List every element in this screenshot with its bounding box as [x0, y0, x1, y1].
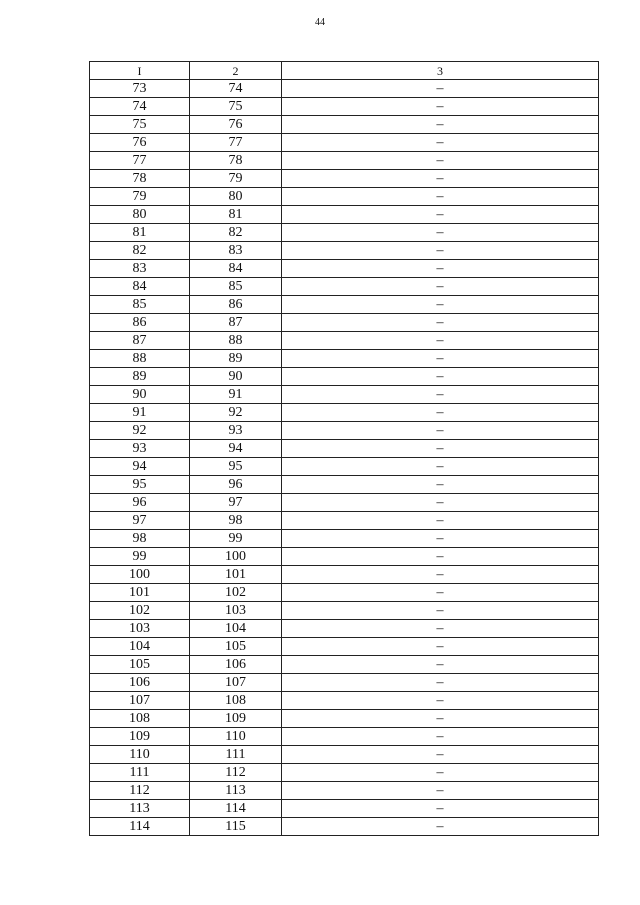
- table-cell-col-1: 108: [90, 710, 190, 728]
- table-cell-col-1: 113: [90, 800, 190, 818]
- table-cell-col-2: 101: [190, 566, 282, 584]
- table-row: [90, 494, 599, 512]
- table-cell-col-3: –: [282, 440, 599, 458]
- table-cell-col-3: –: [282, 674, 599, 692]
- table-cell-col-2: 82: [190, 224, 282, 242]
- table-row: [90, 764, 599, 782]
- column-header-2: 2: [190, 62, 282, 80]
- table-cell-col-1: 111: [90, 764, 190, 782]
- table-cell-col-3: –: [282, 566, 599, 584]
- table-cell-col-1: 114: [90, 818, 190, 836]
- table-cell-col-2: 84: [190, 260, 282, 278]
- table-row: [90, 242, 599, 260]
- table-cell-col-3: –: [282, 728, 599, 746]
- table-row: [90, 404, 599, 422]
- table-row: [90, 638, 599, 656]
- table-row: [90, 746, 599, 764]
- table-row: [90, 80, 599, 98]
- table-cell-col-1: 74: [90, 98, 190, 116]
- table-row: [90, 278, 599, 296]
- table-cell-col-1: 107: [90, 692, 190, 710]
- table-cell-col-3: –: [282, 188, 599, 206]
- table-cell-col-2: 113: [190, 782, 282, 800]
- table-cell-col-2: 107: [190, 674, 282, 692]
- table-cell-col-2: 87: [190, 314, 282, 332]
- table-cell-col-2: 90: [190, 368, 282, 386]
- table-cell-col-2: 76: [190, 116, 282, 134]
- table-cell-col-1: 90: [90, 386, 190, 404]
- table-cell-col-2: 114: [190, 800, 282, 818]
- table-cell-col-1: 104: [90, 638, 190, 656]
- table-cell-col-3: –: [282, 368, 599, 386]
- table-cell-col-3: –: [282, 224, 599, 242]
- table-cell-col-1: 93: [90, 440, 190, 458]
- table-row: [90, 98, 599, 116]
- table-cell-col-3: –: [282, 314, 599, 332]
- table-cell-col-1: 103: [90, 620, 190, 638]
- table-cell-col-2: 98: [190, 512, 282, 530]
- table-cell-col-3: –: [282, 242, 599, 260]
- table-cell-col-3: –: [282, 494, 599, 512]
- table-cell-col-1: 97: [90, 512, 190, 530]
- table-row: [90, 710, 599, 728]
- table-cell-col-3: –: [282, 206, 599, 224]
- table-cell-col-3: –: [282, 764, 599, 782]
- table-cell-col-1: 77: [90, 152, 190, 170]
- table-cell-col-1: 105: [90, 656, 190, 674]
- header-row: [90, 62, 599, 80]
- table-cell-col-1: 98: [90, 530, 190, 548]
- table-cell-col-1: 79: [90, 188, 190, 206]
- table-cell-col-3: –: [282, 476, 599, 494]
- table-row: [90, 440, 599, 458]
- table-row: [90, 422, 599, 440]
- page-number: 44: [315, 17, 325, 28]
- table-cell-col-1: 110: [90, 746, 190, 764]
- table-row: [90, 224, 599, 242]
- table-cell-col-2: 105: [190, 638, 282, 656]
- table-cell-col-2: 111: [190, 746, 282, 764]
- table-cell-col-1: 91: [90, 404, 190, 422]
- table-cell-col-1: 86: [90, 314, 190, 332]
- table-cell-col-3: –: [282, 530, 599, 548]
- table-cell-col-1: 95: [90, 476, 190, 494]
- table-cell-col-2: 92: [190, 404, 282, 422]
- table-row: [90, 170, 599, 188]
- table-cell-col-1: 76: [90, 134, 190, 152]
- table-cell-col-1: 106: [90, 674, 190, 692]
- table-cell-col-2: 110: [190, 728, 282, 746]
- table-cell-col-2: 115: [190, 818, 282, 836]
- table-row: [90, 152, 599, 170]
- column-header-1: I: [90, 62, 190, 80]
- table-cell-col-3: –: [282, 386, 599, 404]
- table-cell-col-2: 79: [190, 170, 282, 188]
- table-cell-col-1: 101: [90, 584, 190, 602]
- table-cell-col-1: 87: [90, 332, 190, 350]
- table-row: [90, 548, 599, 566]
- table-cell-col-1: 102: [90, 602, 190, 620]
- table-row: [90, 350, 599, 368]
- table-cell-col-3: –: [282, 80, 599, 98]
- table-row: [90, 296, 599, 314]
- table-cell-col-1: 83: [90, 260, 190, 278]
- table-cell-col-2: 74: [190, 80, 282, 98]
- table-row: [90, 620, 599, 638]
- table-cell-col-2: 96: [190, 476, 282, 494]
- table-cell-col-3: –: [282, 638, 599, 656]
- table-cell-col-2: 85: [190, 278, 282, 296]
- table-row: [90, 332, 599, 350]
- table-cell-col-3: –: [282, 404, 599, 422]
- table-row: [90, 584, 599, 602]
- table-cell-col-2: 75: [190, 98, 282, 116]
- table-row: [90, 134, 599, 152]
- table-cell-col-3: –: [282, 98, 599, 116]
- table-cell-col-3: –: [282, 692, 599, 710]
- table-row: [90, 602, 599, 620]
- table-row: [90, 782, 599, 800]
- table-cell-col-2: 83: [190, 242, 282, 260]
- table-cell-col-3: –: [282, 800, 599, 818]
- table-row: [90, 512, 599, 530]
- table-cell-col-1: 100: [90, 566, 190, 584]
- table-cell-col-3: –: [282, 116, 599, 134]
- table-row: [90, 476, 599, 494]
- table-cell-col-2: 95: [190, 458, 282, 476]
- table-cell-col-1: 99: [90, 548, 190, 566]
- table-row: [90, 314, 599, 332]
- table-cell-col-2: 81: [190, 206, 282, 224]
- table-cell-col-2: 89: [190, 350, 282, 368]
- table-cell-col-2: 108: [190, 692, 282, 710]
- table-cell-col-3: –: [282, 170, 599, 188]
- table-cell-col-3: –: [282, 458, 599, 476]
- table-cell-col-1: 85: [90, 296, 190, 314]
- table-row: [90, 800, 599, 818]
- table-cell-col-3: –: [282, 818, 599, 836]
- table-cell-col-1: 75: [90, 116, 190, 134]
- column-header-3: 3: [282, 62, 599, 80]
- table-row: [90, 188, 599, 206]
- table-row: [90, 818, 599, 836]
- table-cell-col-1: 92: [90, 422, 190, 440]
- table-cell-col-3: –: [282, 782, 599, 800]
- table-cell-col-1: 89: [90, 368, 190, 386]
- table-cell-col-2: 100: [190, 548, 282, 566]
- table-cell-col-2: 104: [190, 620, 282, 638]
- table-cell-col-3: –: [282, 296, 599, 314]
- table-cell-col-3: –: [282, 548, 599, 566]
- table-row: [90, 260, 599, 278]
- table-cell-col-1: 84: [90, 278, 190, 296]
- data-table: [89, 61, 599, 836]
- table-cell-col-3: –: [282, 512, 599, 530]
- table-cell-col-3: –: [282, 656, 599, 674]
- table-row: [90, 530, 599, 548]
- table-cell-col-3: –: [282, 746, 599, 764]
- table-cell-col-1: 112: [90, 782, 190, 800]
- table-cell-col-2: 109: [190, 710, 282, 728]
- table-cell-col-2: 94: [190, 440, 282, 458]
- table-row: [90, 458, 599, 476]
- table-cell-col-3: –: [282, 332, 599, 350]
- table-cell-col-2: 77: [190, 134, 282, 152]
- table-row: [90, 368, 599, 386]
- table-cell-col-1: 88: [90, 350, 190, 368]
- table-row: [90, 206, 599, 224]
- table-header: [90, 62, 599, 80]
- table-cell-col-3: –: [282, 260, 599, 278]
- table-cell-col-3: –: [282, 422, 599, 440]
- table-cell-col-1: 82: [90, 242, 190, 260]
- table-cell-col-2: 102: [190, 584, 282, 602]
- table-cell-col-2: 86: [190, 296, 282, 314]
- table-cell-col-2: 103: [190, 602, 282, 620]
- table-cell-col-2: 93: [190, 422, 282, 440]
- table-cell-col-3: –: [282, 584, 599, 602]
- table-row: [90, 656, 599, 674]
- table-cell-col-1: 78: [90, 170, 190, 188]
- table-cell-col-3: –: [282, 602, 599, 620]
- table-cell-col-3: –: [282, 710, 599, 728]
- table-row: [90, 674, 599, 692]
- table-row: [90, 566, 599, 584]
- table-row: [90, 692, 599, 710]
- table-cell-col-2: 80: [190, 188, 282, 206]
- table-cell-col-1: 94: [90, 458, 190, 476]
- table-cell-col-2: 112: [190, 764, 282, 782]
- table-cell-col-3: –: [282, 350, 599, 368]
- table-cell-col-1: 109: [90, 728, 190, 746]
- table-cell-col-2: 99: [190, 530, 282, 548]
- table-cell-col-3: –: [282, 152, 599, 170]
- table-cell-col-3: –: [282, 278, 599, 296]
- table-row: [90, 728, 599, 746]
- table-cell-col-1: 96: [90, 494, 190, 512]
- table-cell-col-3: –: [282, 620, 599, 638]
- table-row: [90, 386, 599, 404]
- table-cell-col-1: 73: [90, 80, 190, 98]
- table-cell-col-2: 88: [190, 332, 282, 350]
- table-cell-col-2: 91: [190, 386, 282, 404]
- table-row: [90, 116, 599, 134]
- table-cell-col-2: 78: [190, 152, 282, 170]
- table-cell-col-1: 81: [90, 224, 190, 242]
- table-cell-col-2: 97: [190, 494, 282, 512]
- table-cell-col-3: –: [282, 134, 599, 152]
- table-cell-col-2: 106: [190, 656, 282, 674]
- table-body: [90, 80, 599, 836]
- table-cell-col-1: 80: [90, 206, 190, 224]
